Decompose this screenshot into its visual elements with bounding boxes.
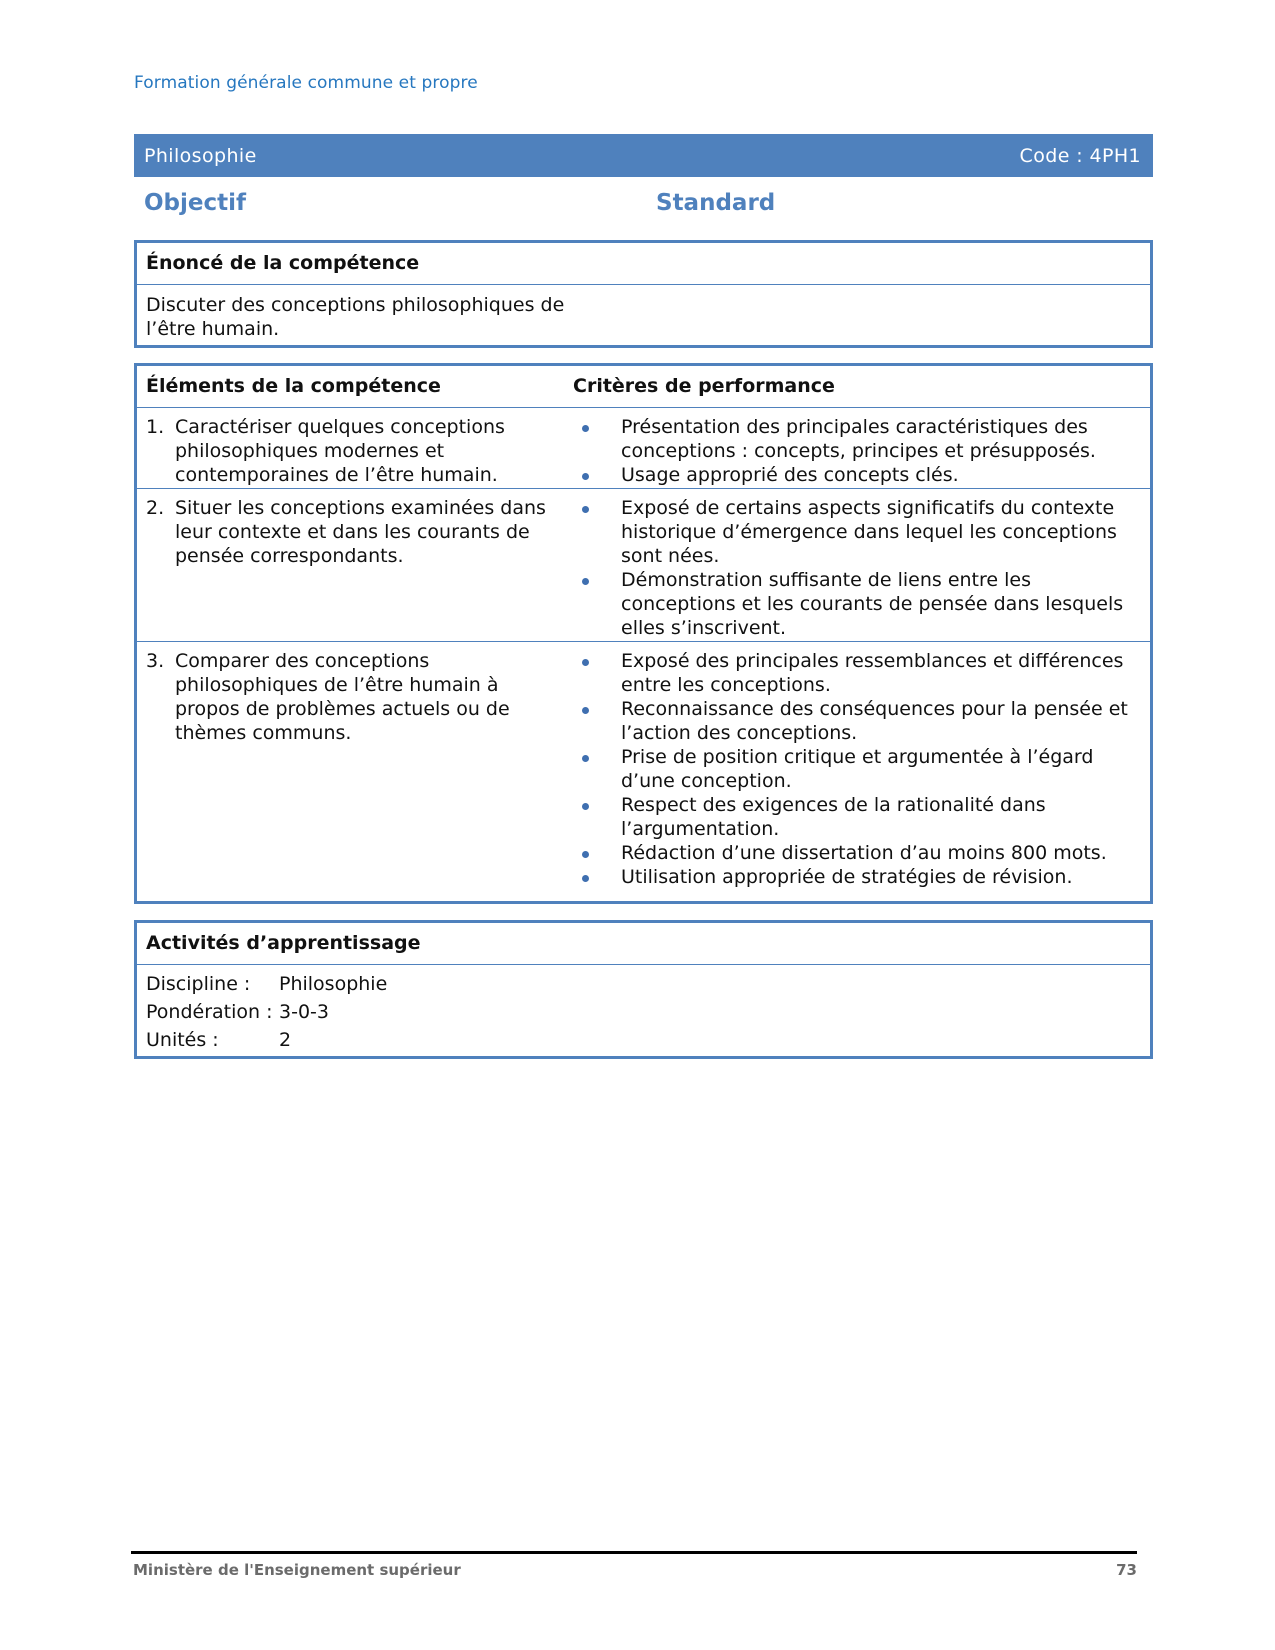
- criterion-item: [573, 463, 1140, 487]
- field-label: Unités :: [146, 1029, 219, 1051]
- criterion-text: Exposé de certains aspects significatifs du contexte historique d’émergence dans lequel les conceptions sont nées.: [621, 497, 1117, 567]
- footer-publisher: Ministère de l'Enseignement supérieur: [133, 1561, 461, 1579]
- bullet-icon: [573, 793, 621, 841]
- field-label: Pondération :: [146, 1001, 273, 1023]
- criteria-cell: [573, 489, 1150, 641]
- element-number: 1.: [146, 416, 165, 438]
- field-value: 2: [279, 1029, 292, 1051]
- criterion-item: [573, 568, 1140, 640]
- bullet-icon: [573, 841, 621, 865]
- criterion-item: [573, 745, 1140, 793]
- enonce-text: Discuter des conceptions philosophiques de l’être humain.: [146, 294, 565, 340]
- page-number: 73: [1116, 1561, 1137, 1579]
- course-code: Code : 4PH1: [1019, 144, 1141, 167]
- criterion-item: [573, 649, 1140, 697]
- course-title-bar: [134, 134, 1153, 177]
- element-text: Caractériser quelques conceptions philosophiques modernes et contemporaines de l’être humain.: [175, 416, 505, 486]
- table-row: [137, 408, 1150, 489]
- course-discipline: Philosophie: [144, 144, 257, 167]
- table-row: [137, 489, 1150, 642]
- criterion-text: Démonstration suffisante de liens entre les conceptions et les courants de pensée dans lesquels elles s’inscrivent.: [621, 569, 1124, 639]
- criterion-text: Rédaction d’une dissertation d’au moins 800 mots.: [621, 842, 1107, 864]
- criteria-column-title: Critères de performance: [573, 375, 835, 397]
- criterion-text: Prise de position critique et argumentée à l’égard d’une conception.: [621, 746, 1094, 792]
- criteria-cell: [573, 642, 1150, 892]
- criterion-item: [573, 697, 1140, 745]
- bullet-icon: [573, 649, 621, 697]
- field-value: Philosophie: [279, 973, 388, 995]
- elements-table-header: [137, 366, 1150, 408]
- running-head: Formation générale commune et propre: [134, 73, 478, 93]
- criterion-text: Exposé des principales ressemblances et différences entre les conceptions.: [621, 650, 1124, 696]
- criterion-item: [573, 841, 1140, 865]
- element-cell: [137, 408, 573, 488]
- field-discipline: [146, 970, 1141, 998]
- criterion-text: Utilisation appropriée de stratégies de révision.: [621, 866, 1073, 888]
- element-number: 3.: [146, 650, 165, 672]
- activites-title: Activités d’apprentissage: [137, 923, 1150, 965]
- criterion-text: Usage approprié des concepts clés.: [621, 464, 959, 486]
- criterion-text: Présentation des principales caractéristiques des conceptions : concepts, principes et présupposés.: [621, 416, 1096, 462]
- element-cell: [137, 489, 573, 641]
- criterion-item: [573, 496, 1140, 568]
- objective-value: Standard: [656, 190, 776, 216]
- element-text: Situer les conceptions examinées dans leur contexte et dans les courants de pensée correspondants.: [175, 497, 546, 567]
- activites-section: [134, 920, 1153, 1059]
- element-cell: [137, 642, 573, 892]
- criteria-cell: [573, 408, 1150, 488]
- field-value: 3-0-3: [279, 1001, 329, 1023]
- field-label: Discipline :: [146, 973, 251, 995]
- table-row: [137, 642, 1150, 892]
- objective-row: [134, 190, 1153, 224]
- field-unites: [146, 1026, 1141, 1054]
- bullet-icon: [573, 496, 621, 568]
- bullet-icon: [573, 568, 621, 640]
- bullet-icon: [573, 745, 621, 793]
- enonce-title: Énoncé de la compétence: [137, 243, 1150, 285]
- elements-column-title: Éléments de la compétence: [146, 375, 441, 397]
- bullet-icon: [573, 865, 621, 889]
- element-text: Comparer des conceptions philosophiques de l’être humain à propos de problèmes actuels ou de thèmes communs.: [175, 650, 510, 744]
- criterion-item: [573, 865, 1140, 889]
- enonce-section: [134, 240, 1153, 348]
- criterion-text: Respect des exigences de la rationalité dans l’argumentation.: [621, 794, 1046, 840]
- criterion-item: [573, 415, 1140, 463]
- field-ponderation: [146, 998, 1141, 1026]
- criterion-text: Reconnaissance des conséquences pour la pensée et l’action des conceptions.: [621, 698, 1128, 744]
- criterion-item: [573, 793, 1140, 841]
- elements-table: [134, 363, 1153, 904]
- page-footer: [133, 1561, 1137, 1579]
- bullet-icon: [573, 415, 621, 463]
- bullet-icon: [573, 697, 621, 745]
- objective-label: Objectif: [144, 190, 247, 216]
- footer-divider: [131, 1551, 1137, 1554]
- activites-fields: [137, 965, 1150, 1059]
- element-number: 2.: [146, 497, 165, 519]
- bullet-icon: [573, 463, 621, 487]
